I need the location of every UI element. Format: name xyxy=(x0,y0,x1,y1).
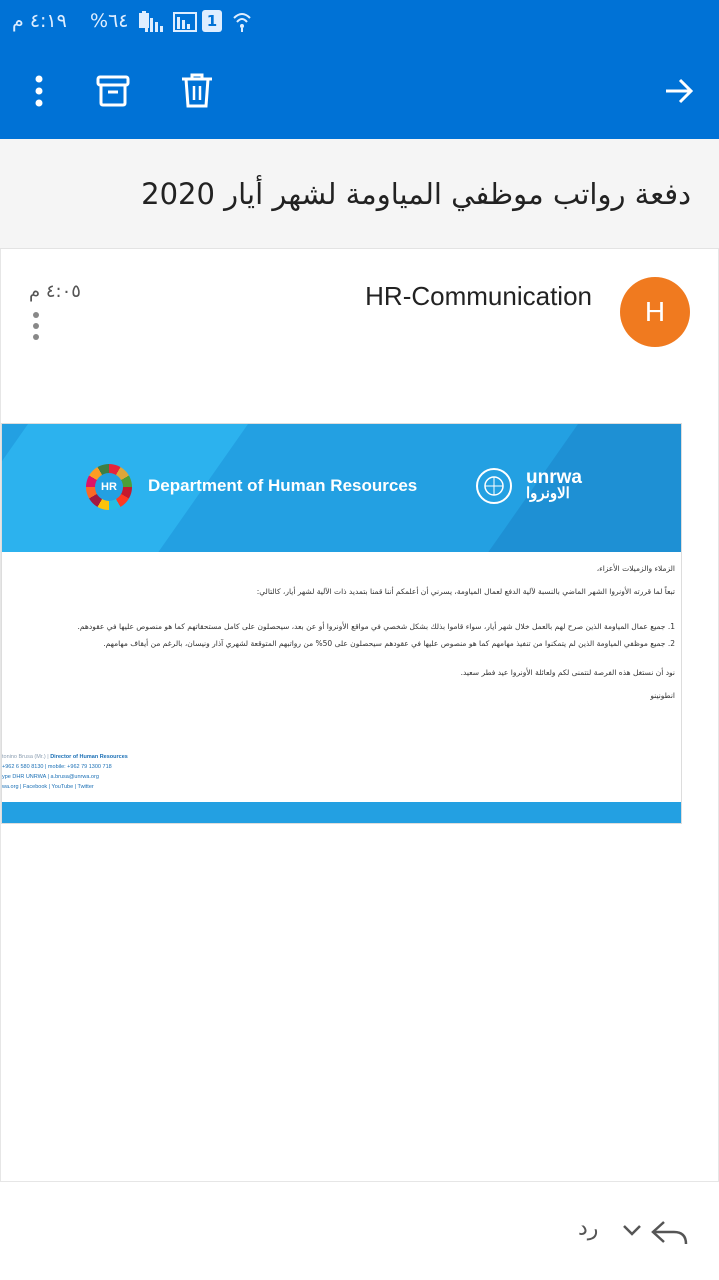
forward-arrow-icon xyxy=(664,77,694,105)
email-signature xyxy=(2,752,128,792)
sender-name[interactable]: HR-Communication xyxy=(365,281,592,311)
chevron-down-icon[interactable] xyxy=(622,1222,642,1238)
more-options-button[interactable] xyxy=(14,66,64,116)
list-item: 1. جميع عمال المياومة الذين صرح لهم بالعمل خلال شهر أيار، سواء قاموا بذلك بشكل شخصي في مواقع الأونروا أو عن بعد، سيحصلون على كامل مستحقاتهم كما هو منصوص عليها في عقودهم. xyxy=(77,622,675,631)
more-vertical-icon xyxy=(26,311,46,343)
unrwa-logo xyxy=(526,467,582,502)
signature-links[interactable]: wa.org | Facebook | YouTube | Twitter xyxy=(2,784,94,790)
signal-icon xyxy=(145,12,167,32)
more-vertical-icon xyxy=(34,75,44,107)
signature-email[interactable]: ype DHR UNRWA | a.brusa@unrwa.org xyxy=(2,774,99,780)
footer-stripe xyxy=(2,802,682,823)
email-body-text xyxy=(15,564,675,714)
hr-banner xyxy=(2,424,682,552)
message-options-button[interactable] xyxy=(26,311,46,343)
battery-percent: %٦٤ xyxy=(90,10,129,32)
signature-name: tonino Brusa (Mr.) | xyxy=(2,754,51,760)
subject-bar xyxy=(0,139,719,249)
reply-footer xyxy=(0,1182,719,1280)
wifi-icon xyxy=(232,10,252,32)
closing-paragraph: نود أن نستغل هذه الفرصة لنتمنى لكم ولعائلة الأونروا عيد فطر سعيد. xyxy=(460,668,675,677)
department-title: Department of Human Resources xyxy=(148,476,418,495)
reply-button[interactable]: رد xyxy=(578,1216,599,1241)
sim-badge: 1 xyxy=(202,10,222,32)
battery-level xyxy=(90,10,150,32)
hr-logo xyxy=(86,464,132,510)
greeting: الزملاء والزميلات الأعزاء، xyxy=(596,564,675,573)
un-emblem-icon xyxy=(476,468,512,504)
message-card xyxy=(0,249,719,1182)
status-bar xyxy=(0,0,719,44)
signoff: انطونينو xyxy=(650,691,675,700)
signature-phone[interactable]: +962 6 580 8130 | mobile: +962 79 1300 718 xyxy=(2,764,112,770)
delete-button[interactable] xyxy=(172,66,222,116)
archive-button[interactable] xyxy=(88,66,138,116)
delete-icon xyxy=(181,73,213,109)
toolbar xyxy=(0,44,719,139)
hr-logo-label: HR xyxy=(95,473,123,501)
unrwa-logo-ar: الاونروا xyxy=(526,485,570,502)
status-time: ٤:١٩ م xyxy=(12,10,67,32)
list-item: 2. جميع موظفي المياومة الذين لم يتمكنوا من تنفيذ مهامهم كما هو منصوص عليها في عقودهم سيحصلون على 50% من رواتبهم المتوقعة لشهري آذار ونيسان، بالرغم من أيقاف مهامهم. xyxy=(103,639,675,648)
archive-icon xyxy=(96,74,130,108)
intro-paragraph: تبعاً لما قررته الأونروا الشهر الماضي بالنسبة لآلية الدفع لعمال المياومة، يسرني أن أعلمكم أننا قمنا بتمديد ذات الآلية لشهر أيار، كالتالي: xyxy=(256,587,675,596)
avatar[interactable]: H xyxy=(620,277,690,347)
signature-line xyxy=(2,752,128,762)
reply-icon[interactable] xyxy=(650,1218,690,1248)
email-body-image xyxy=(1,423,682,824)
message-time: ٤:٠٥ م xyxy=(29,281,81,302)
signal-icon xyxy=(173,12,197,32)
next-email-button[interactable] xyxy=(654,66,704,116)
unrwa-logo-en: unrwa xyxy=(526,467,582,488)
signature-title: Director of Human Resources xyxy=(50,754,128,760)
email-subject: دفعة رواتب موظفي المياومة لشهر أيار 2020 xyxy=(141,177,691,211)
